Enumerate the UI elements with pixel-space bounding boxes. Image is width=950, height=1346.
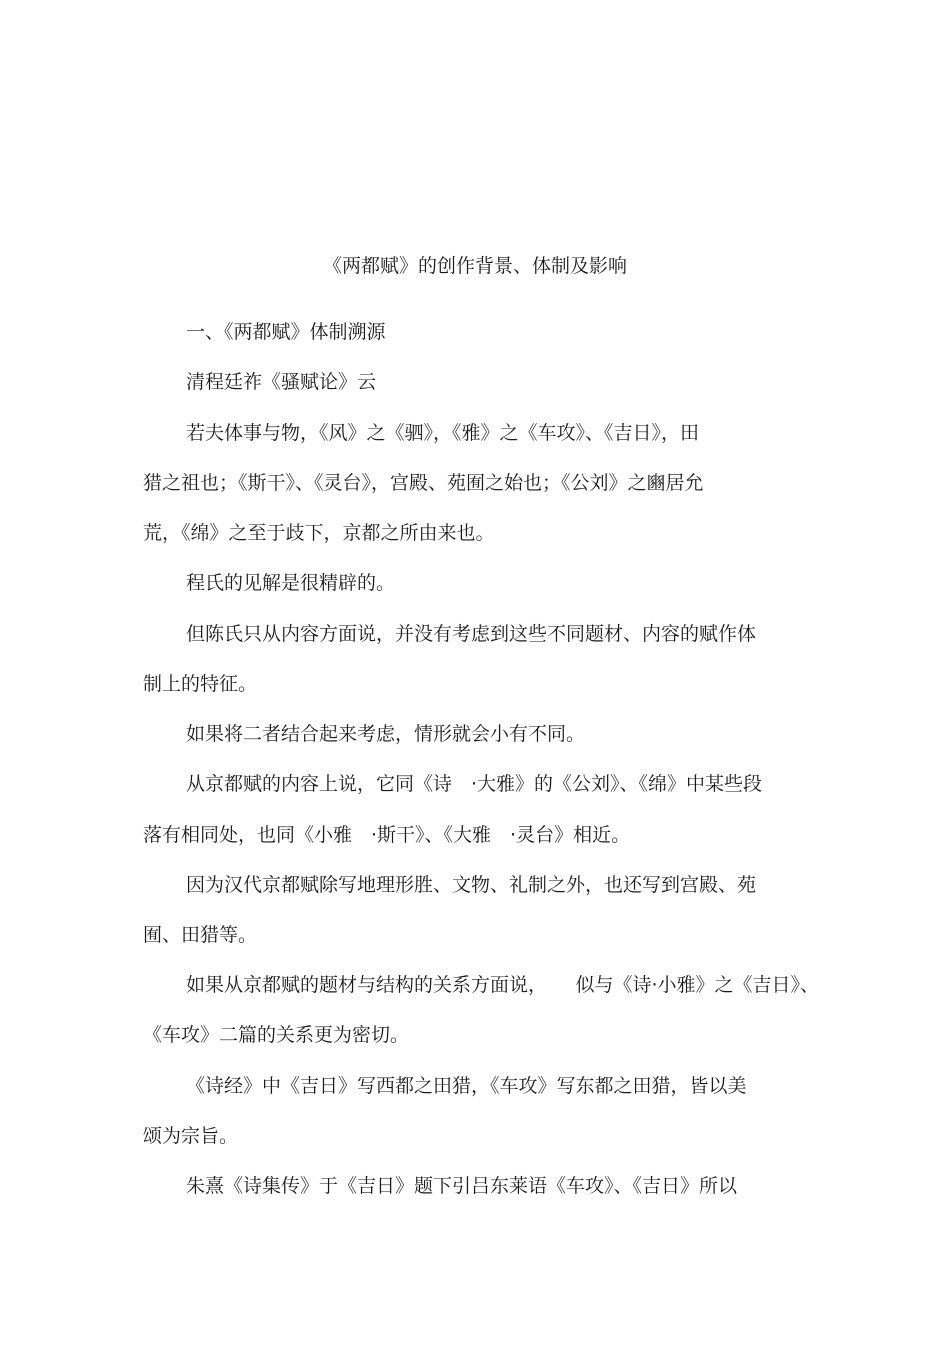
quote-line: 荒，《绵》之至于歧下，京都之所由来也。 <box>143 522 495 544</box>
quote-line: 猎之祖也；《斯干》、《灵台》，宫殿、苑囿之始也；《公刘》之豳居允 <box>143 472 704 494</box>
paragraph-line: 落有相同处，也同《小雅 ·斯干》、《大雅 ·灵台》相近。 <box>143 824 631 846</box>
paragraph-line: 囿、田猎等。 <box>143 924 258 946</box>
paragraph-line: 《车攻》二篇的关系更为密切。 <box>143 1024 410 1046</box>
paragraph-line: 但陈氏只从内容方面说，并没有考虑到这些不同题材、内容的赋作体 <box>186 623 757 645</box>
paragraph-line: 颂为宗旨。 <box>143 1125 239 1147</box>
paragraph-line: 程氏的见解是很精辟的。 <box>186 572 396 594</box>
paragraph-line: 《诗经》中《吉日》写西都之田猎，《车攻》写东都之田猎，皆以美 <box>186 1075 747 1097</box>
paragraph-line: 如果将二者结合起来考虑，情形就会小有不同。 <box>186 723 586 745</box>
paragraph-line: 制上的特征。 <box>143 673 258 695</box>
paragraph-line: 清程廷祚《骚赋论》云 <box>186 371 377 393</box>
paragraph-line: 从京都赋的内容上说，它同《诗 ·大雅》的《公刘》、《绵》中某些段 <box>186 773 763 795</box>
page-title: 《两都赋》的创作背景、体制及影响 <box>322 255 627 277</box>
paragraph-line: 朱熹《诗集传》于《吉日》题下引吕东莱语《车攻》、《吉日》所以 <box>186 1175 738 1197</box>
paragraph-line: 因为汉代京都赋除写地理形胜、文物、礼制之外，也还写到宫殿、苑 <box>186 874 757 896</box>
paragraph-line: 如果从京都赋的题材与结构的关系方面说， 似与《诗·小雅》之《吉日》、 <box>186 974 820 996</box>
section-heading: 一、《两都赋》体制溯源 <box>186 321 386 343</box>
quote-line: 若夫体事与物，《风》之《驷》，《雅》之《车攻》、《吉日》，田 <box>186 422 700 444</box>
